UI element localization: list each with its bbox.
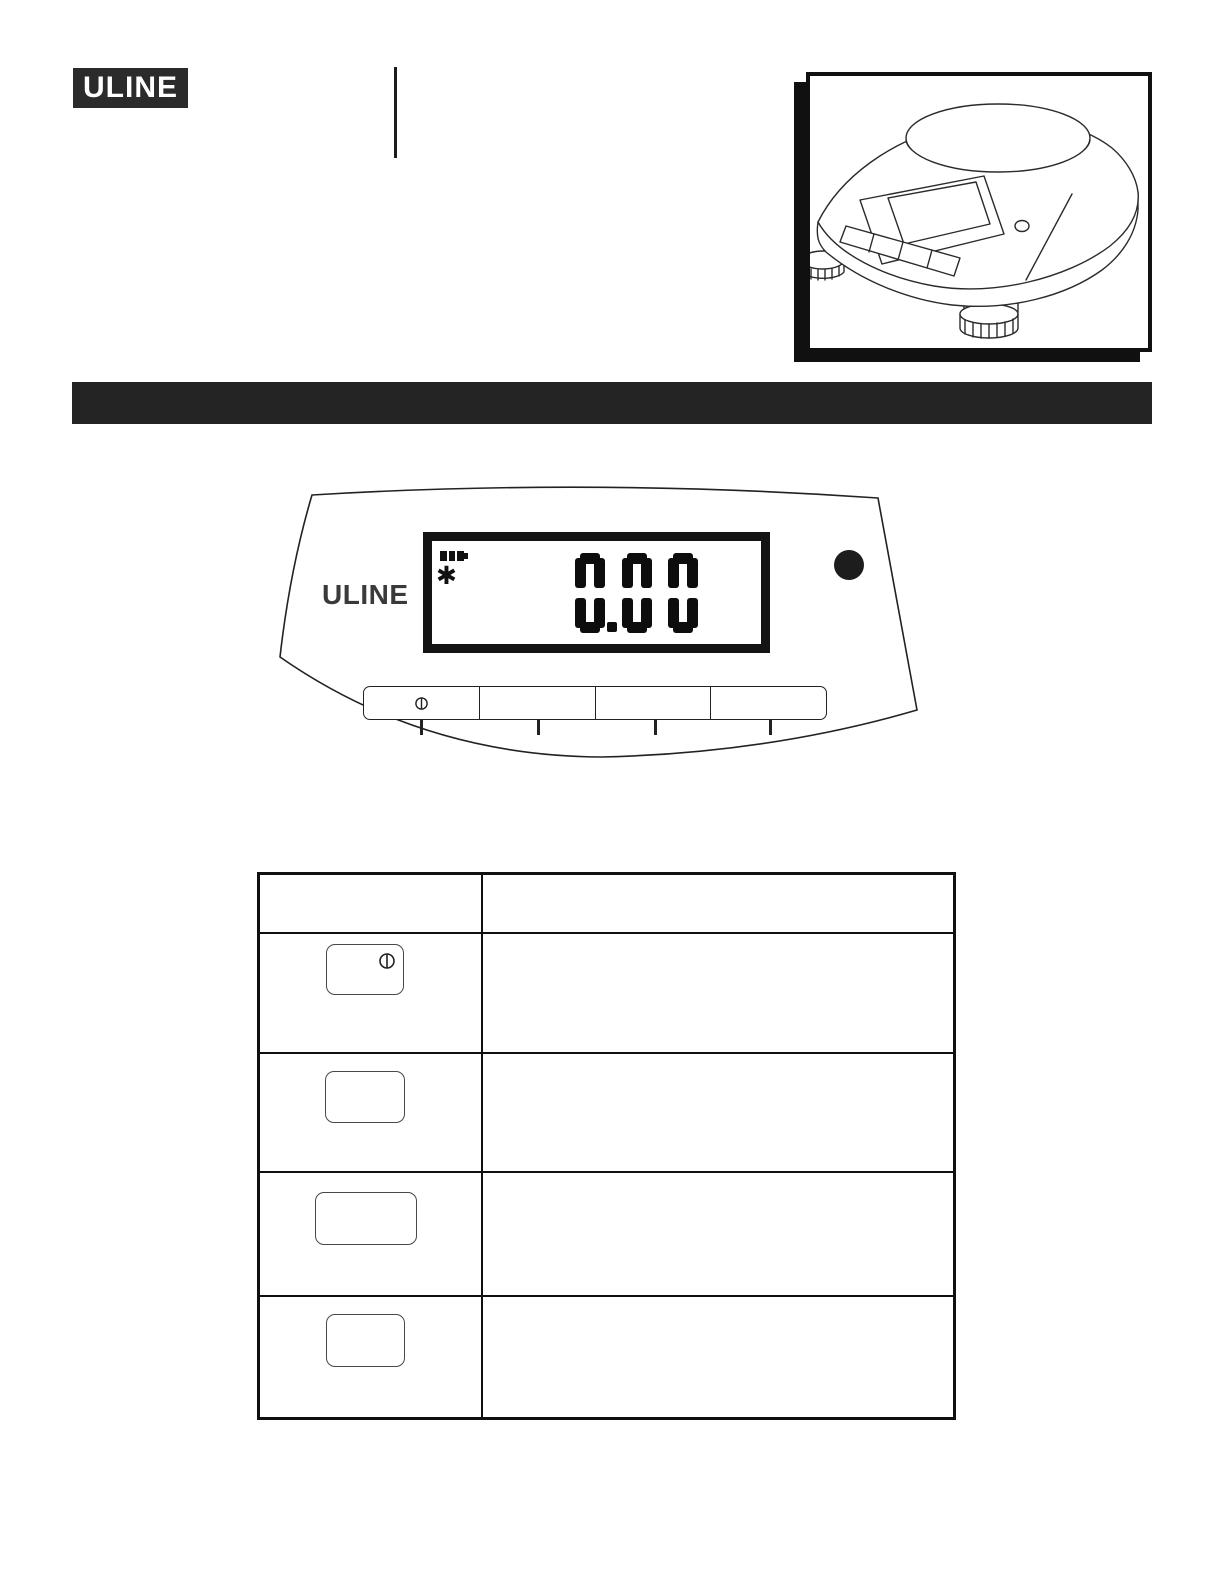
- scale-line-drawing: [810, 76, 1148, 348]
- digit-segment: [668, 598, 679, 628]
- button-tick-mark: [654, 720, 657, 735]
- seven-segment-digit: [668, 553, 698, 633]
- key-cell-4: [260, 1295, 483, 1417]
- header-divider-line: [394, 67, 397, 158]
- seven-segment-digit: [575, 553, 605, 633]
- panel-button-power: [364, 687, 480, 719]
- power-key-illustration: [326, 944, 404, 995]
- stable-indicator-icon: ✱: [436, 561, 457, 590]
- panel-round-button: [834, 550, 864, 580]
- keys-table: [257, 872, 956, 1420]
- button-tick-mark: [537, 720, 540, 735]
- digit-segment: [687, 558, 698, 588]
- digit-segment: [622, 598, 633, 628]
- digit-segment: [594, 558, 605, 588]
- button-tick-mark: [420, 720, 423, 735]
- panel-button-3: [596, 687, 712, 719]
- panel-brand-text: ULINE: [322, 579, 409, 610]
- key-description-cell: [483, 1171, 953, 1295]
- blank-key-wide-illustration: [315, 1192, 417, 1245]
- seven-segment-digit: [622, 553, 652, 633]
- key-cell-3: [260, 1171, 483, 1295]
- power-icon: [414, 696, 429, 711]
- blank-key-illustration: [325, 1071, 405, 1123]
- key-description-cell: [483, 932, 953, 1052]
- table-header-key-column: [260, 875, 483, 932]
- panel-button-bar: [363, 686, 827, 720]
- seven-segment-readout: [575, 552, 698, 633]
- button-tick-mark: [769, 720, 772, 735]
- battery-icon: [440, 551, 464, 561]
- lcd-display: [423, 532, 770, 653]
- power-icon: [378, 952, 396, 970]
- decimal-point: [607, 622, 617, 632]
- panel-button-4: [711, 687, 826, 719]
- uline-logo-text: ULINE: [83, 71, 178, 104]
- blank-key-illustration: [326, 1314, 405, 1367]
- control-panel-illustration: [270, 475, 930, 770]
- digit-segment: [622, 558, 633, 588]
- digit-segment: [641, 558, 652, 588]
- weighing-pan: [906, 104, 1090, 172]
- key-description-cell: [483, 1295, 953, 1417]
- digit-segment: [575, 558, 586, 588]
- key-cell-2: [260, 1052, 483, 1171]
- digit-segment: [575, 598, 586, 628]
- key-description-cell: [483, 1052, 953, 1171]
- digit-segment: [668, 558, 679, 588]
- product-image-frame: [806, 72, 1152, 352]
- key-cell-power: [260, 932, 483, 1052]
- uline-logo: [73, 68, 188, 108]
- panel-button-2: [480, 687, 596, 719]
- table-header-description-column: [483, 875, 953, 932]
- section-title-bar: [72, 382, 1152, 424]
